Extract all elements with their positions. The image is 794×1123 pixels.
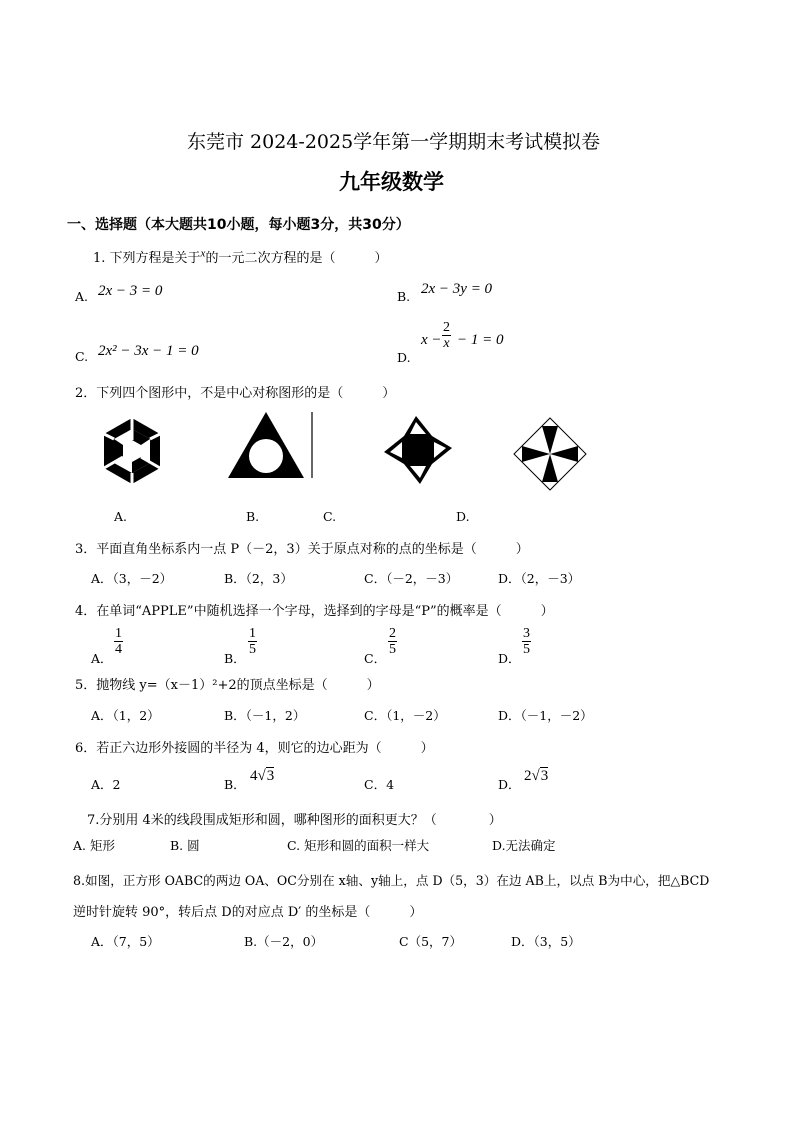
q1-option-a-formula: 2x − 3 = 0 [98,283,163,299]
q6-d-radicand: 3 [540,768,549,784]
triangle-circle-icon [228,410,314,482]
question-3-stem: 3．平面直角坐标系内一点 P（－2，3）关于原点对称的点的坐标是（ ） [75,542,529,557]
q1-option-c-label: C. [75,349,89,364]
q6-option-b-label: B． [224,777,246,792]
page-title: 九年级数学 [339,170,444,194]
q4-b-numerator: 1 [249,626,256,641]
q8-option-a: A．（7，5） [91,934,160,949]
question-7-stem: 7.分别用 4米的线段围成矩形和圆，哪种图形的面积更大？（ ） [87,813,502,828]
q1-option-d-post: − 1 = 0 [457,332,504,348]
q3-option-d: D．（2，－3） [498,571,581,586]
q4-label-b: B． [224,651,246,666]
q4-d-denominator: 5 [523,642,530,657]
q4-label-d: D． [498,651,521,666]
pinwheel-square-icon [380,412,456,488]
q8-option-b: B.（－2，0） [244,934,324,949]
question-5-stem: 5．抛物线 y=（x－1）²+2的顶点坐标是（ ） [75,678,380,693]
q4-c-denominator: 5 [389,642,396,657]
q4-b-denominator: 5 [249,642,256,657]
q5-option-d: D．（－1，－2） [498,708,593,723]
q7-option-c: C. 矩形和圆的面积一样大 [287,838,430,853]
q3-option-c: C．（－2，－3） [364,571,459,586]
q1-option-b-formula: 2x − 3y = 0 [421,281,493,297]
q4-fraction-a [114,626,123,657]
q4-fraction-b [248,626,257,657]
q6-option-a: A．2 [91,777,121,792]
q1-option-d-denominator: x [443,336,450,351]
q1-option-d-numerator: 2 [443,320,450,335]
question-4-stem: 4．在单词“APPLE”中随机选择一个字母，选择到的字母是“P”的概率是（ ） [75,604,554,619]
diamond-pinwheel-icon [512,416,588,492]
q8-option-c: C（5，7） [399,934,462,949]
q1-option-c-formula: 2x² − 3x − 1 = 0 [98,343,199,359]
q5-option-a: A．（1，2） [91,708,160,723]
q6-b-radicand: 3 [266,768,275,784]
q4-d-numerator: 3 [523,626,530,641]
q1-option-d-label: D. [397,350,411,365]
q1-option-a-label: A. [75,289,89,304]
q6-option-b-radical: 4√3 [250,768,275,784]
q1-stem-text: 1. 下列方程是关于 [93,251,201,266]
q6-option-d-label: D． [498,777,521,792]
q2-label-b: B. [246,509,260,524]
q4-fraction-d [522,626,531,657]
section-heading: 一、选择题（本大题共10小题，每小题3分，共30分） [67,217,410,233]
question-8-stem-line2: 逆时针旋转 90°，转后点 D的对应点 D′ 的坐标是（ ） [73,905,423,920]
q4-fraction-c [388,626,397,657]
q4-c-numerator: 2 [389,626,396,641]
q1-stem-text-end: 的一元二次方程的是（ ） [205,251,388,266]
hexagon-knot-icon [96,415,168,487]
q2-label-d: D. [456,509,470,524]
q6-d-coefficient: 2 [524,768,532,784]
question-2-stem: 2．下列四个图形中，不是中心对称图形的是（ ） [75,386,396,401]
q2-label-a: A. [114,509,128,524]
question-8-stem-line1: 8.如图，正方形 OABC的两边 OA、OC分别在 x轴、y轴上，点 D（5，3）在边 AB上，以点 B为中心，把△BCD [73,873,710,888]
q1-option-d-fraction [442,320,451,351]
q3-option-b: B．（2，3） [224,571,293,586]
q1-stem-variable: x [200,247,206,260]
q8-option-d: D．（3，5） [511,934,581,949]
q1-option-d-pre: x − [421,332,442,348]
q2-label-c: C. [323,509,337,524]
q1-option-b-label: B. [397,289,411,304]
question-1-stem [93,247,387,266]
q6-b-coefficient: 4 [250,768,258,784]
q4-label-a: A． [91,651,113,666]
q4-a-denominator: 4 [115,642,122,657]
q5-option-c: C．（1，－2） [364,708,446,723]
q6-option-d-radical: 2√3 [524,768,549,784]
q5-option-b: B．（－1，2） [224,708,306,723]
q7-option-d: D.无法确定 [492,838,556,853]
question-6-stem: 6．若正六边形外接圆的半径为 4，则它的边心距为（ ） [75,741,434,756]
q6-option-c: C．4 [364,777,395,792]
q3-option-a: A．（3，－2） [91,571,173,586]
q7-option-b: B. 圆 [170,838,200,853]
q7-option-a: A. 矩形 [73,838,115,853]
exam-title: 东莞市 2024-2025学年第一学期期末考试模拟卷 [187,131,601,153]
q4-label-c: C． [364,651,387,666]
q4-a-numerator: 1 [115,626,122,641]
